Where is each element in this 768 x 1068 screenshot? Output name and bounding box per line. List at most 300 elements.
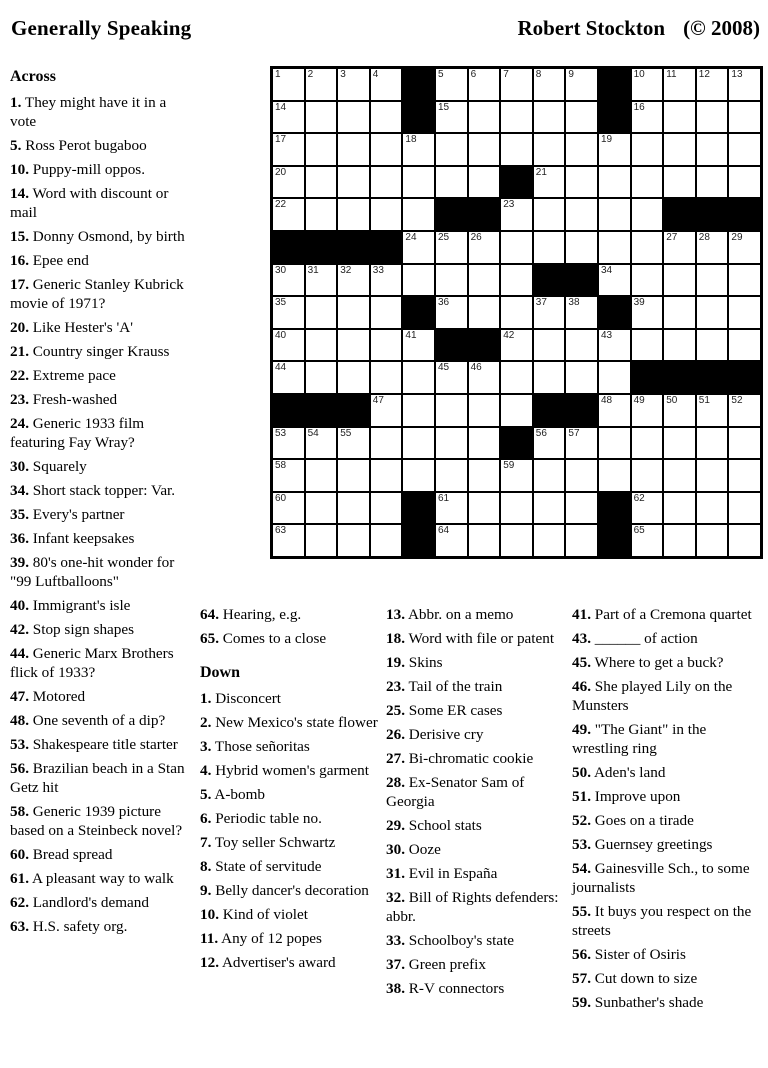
grid-cell[interactable] — [273, 69, 304, 100]
grid-cell[interactable] — [338, 134, 369, 165]
clue-text: Abbr. on a memo — [407, 606, 514, 623]
grid-cell[interactable] — [697, 395, 728, 426]
grid-cell[interactable] — [664, 395, 695, 426]
clue-number: 30. — [386, 841, 405, 858]
grid-cell[interactable] — [501, 525, 532, 556]
grid-cell-black — [403, 297, 434, 328]
grid-cell[interactable] — [534, 525, 565, 556]
grid-cell[interactable] — [664, 102, 695, 133]
grid-cell[interactable] — [599, 167, 630, 198]
grid-cell[interactable] — [273, 265, 304, 296]
grid-cell[interactable] — [566, 102, 597, 133]
grid-cell[interactable] — [469, 493, 500, 524]
grid-cell-black — [371, 232, 402, 263]
grid-cell[interactable] — [469, 232, 500, 263]
cell-number: 63 — [275, 525, 287, 537]
clue-number: 23. — [10, 391, 29, 408]
grid-cell[interactable] — [436, 134, 467, 165]
grid-cell[interactable] — [632, 493, 663, 524]
grid-cell[interactable] — [729, 102, 760, 133]
grid-cell[interactable] — [371, 69, 402, 100]
grid-cell[interactable] — [306, 199, 337, 230]
grid-cell[interactable] — [729, 232, 760, 263]
grid-cell[interactable] — [697, 428, 728, 459]
grid-cell[interactable] — [469, 460, 500, 491]
grid-cell[interactable] — [436, 297, 467, 328]
grid-cell[interactable] — [273, 297, 304, 328]
clue-down-7 — [200, 833, 378, 852]
clue-down-49 — [572, 720, 764, 758]
clue-down-33 — [386, 931, 566, 950]
clue-number: 28. — [386, 774, 405, 791]
grid-cell[interactable] — [338, 493, 369, 524]
grid-cell[interactable] — [469, 428, 500, 459]
clue-number: 40. — [10, 597, 29, 614]
grid-cell[interactable] — [338, 460, 369, 491]
clue-across-35 — [10, 505, 196, 524]
grid-cell[interactable] — [664, 232, 695, 263]
clue-text: Ex-Senator Sam of Georgia — [386, 774, 525, 810]
clue-text: School stats — [408, 817, 482, 834]
clue-text: Disconcert — [215, 690, 281, 707]
clue-across-63 — [10, 917, 196, 936]
grid-cell[interactable] — [566, 297, 597, 328]
grid-cell-black — [403, 69, 434, 100]
grid-cell[interactable] — [371, 428, 402, 459]
grid-cell[interactable] — [566, 362, 597, 393]
grid-cell[interactable] — [338, 265, 369, 296]
grid-cell[interactable] — [729, 167, 760, 198]
cell-number: 40 — [275, 329, 287, 341]
clue-down-56 — [572, 945, 764, 964]
grid-cell-black — [599, 69, 630, 100]
clue-number: 9. — [200, 882, 212, 899]
grid-cell[interactable] — [306, 297, 337, 328]
grid-cell[interactable] — [436, 265, 467, 296]
grid-cell[interactable] — [469, 69, 500, 100]
clue-text: Skins — [408, 654, 443, 671]
clue-down-37 — [386, 955, 566, 974]
clue-text: Part of a Cremona quartet — [594, 606, 752, 623]
grid-cell[interactable] — [371, 265, 402, 296]
clue-across-39 — [10, 553, 196, 591]
grid-cell[interactable] — [534, 69, 565, 100]
clue-number: 10. — [200, 906, 219, 923]
grid-cell[interactable] — [566, 69, 597, 100]
grid-cell[interactable] — [371, 134, 402, 165]
clue-down-29 — [386, 816, 566, 835]
clue-text: Extreme pace — [32, 367, 116, 384]
grid-cell[interactable] — [371, 199, 402, 230]
grid-cell[interactable] — [436, 167, 467, 198]
cell-number: 46 — [470, 362, 482, 374]
clue-number: 36. — [10, 530, 29, 547]
clue-number: 52. — [572, 812, 591, 829]
grid-cell[interactable] — [664, 525, 695, 556]
grid-cell[interactable] — [534, 330, 565, 361]
grid-cell[interactable] — [436, 362, 467, 393]
cell-number: 65 — [633, 525, 645, 537]
grid-cell[interactable] — [729, 525, 760, 556]
grid-cell[interactable] — [469, 265, 500, 296]
grid-cell[interactable] — [338, 102, 369, 133]
grid-cell[interactable] — [436, 493, 467, 524]
clue-number: 19. — [386, 654, 405, 671]
grid-cell[interactable] — [566, 493, 597, 524]
grid-cell[interactable] — [697, 265, 728, 296]
grid-cell[interactable] — [729, 460, 760, 491]
grid-cell[interactable] — [403, 232, 434, 263]
clue-text: Word with discount or mail — [10, 185, 169, 221]
grid-cell[interactable] — [306, 428, 337, 459]
clue-across-40 — [10, 596, 196, 615]
grid-cell[interactable] — [534, 167, 565, 198]
grid-cell[interactable] — [729, 69, 760, 100]
cell-number: 10 — [633, 69, 645, 80]
grid-cell[interactable] — [566, 167, 597, 198]
grid-cell[interactable] — [664, 134, 695, 165]
cell-number: 8 — [535, 69, 542, 80]
grid-cell[interactable] — [306, 493, 337, 524]
clue-text: It buys you respect on the streets — [572, 903, 752, 939]
grid-cell[interactable] — [697, 167, 728, 198]
grid-cell[interactable] — [697, 460, 728, 491]
grid-cell[interactable] — [664, 297, 695, 328]
grid-cell[interactable] — [534, 493, 565, 524]
cell-number: 7 — [503, 69, 509, 80]
grid-cell[interactable] — [632, 134, 663, 165]
grid-cell[interactable] — [338, 428, 369, 459]
grid-cell[interactable] — [697, 232, 728, 263]
grid-cell[interactable] — [566, 330, 597, 361]
grid-cell[interactable] — [632, 395, 663, 426]
grid-cell[interactable] — [534, 134, 565, 165]
grid-cell[interactable] — [273, 330, 304, 361]
cell-number: 56 — [535, 427, 547, 439]
grid-cell[interactable] — [599, 232, 630, 263]
clue-across-48 — [10, 711, 196, 730]
grid-cell[interactable] — [697, 134, 728, 165]
clue-text: Fresh-washed — [32, 391, 118, 408]
cell-number: 51 — [698, 395, 710, 406]
grid-cell[interactable] — [403, 265, 434, 296]
grid-cell[interactable] — [338, 167, 369, 198]
clue-down-11 — [200, 929, 378, 948]
grid-cell[interactable] — [306, 134, 337, 165]
grid-cell[interactable] — [729, 395, 760, 426]
cell-number: 50 — [666, 395, 678, 406]
grid-cell[interactable] — [632, 460, 663, 491]
grid-cell-black — [599, 297, 630, 328]
cell-number: 33 — [372, 264, 384, 276]
grid-cell[interactable] — [273, 493, 304, 524]
grid-cell[interactable] — [273, 460, 304, 491]
grid-cell[interactable] — [632, 330, 663, 361]
grid-cell[interactable] — [338, 69, 369, 100]
clue-down-26 — [386, 725, 566, 744]
cell-number: 54 — [307, 427, 319, 439]
clue-across-56 — [10, 759, 196, 797]
grid-cell[interactable] — [436, 428, 467, 459]
grid-cell[interactable] — [729, 134, 760, 165]
grid-cell[interactable] — [501, 297, 532, 328]
grid-cell[interactable] — [599, 330, 630, 361]
grid-cell[interactable] — [501, 69, 532, 100]
grid-cell[interactable] — [664, 493, 695, 524]
grid-cell[interactable] — [664, 428, 695, 459]
grid-cell[interactable] — [632, 69, 663, 100]
clue-text: Toy seller Schwartz — [214, 834, 336, 851]
grid-cell-black — [403, 102, 434, 133]
grid-cell[interactable] — [403, 199, 434, 230]
clue-text: Any of 12 popes — [221, 930, 322, 947]
grid-cell[interactable] — [566, 428, 597, 459]
cell-number: 41 — [405, 329, 417, 341]
grid-cell[interactable] — [371, 493, 402, 524]
grid-cell[interactable] — [501, 232, 532, 263]
grid-cell[interactable] — [306, 69, 337, 100]
grid-cell[interactable] — [306, 330, 337, 361]
clue-across-16 — [10, 251, 196, 270]
grid-cell[interactable] — [632, 232, 663, 263]
clue-across-5 — [10, 136, 196, 155]
grid-cell[interactable] — [436, 525, 467, 556]
grid-cell[interactable] — [632, 428, 663, 459]
clue-text: Immigrant's isle — [32, 597, 131, 614]
grid-cell[interactable] — [534, 102, 565, 133]
grid-cell[interactable] — [632, 102, 663, 133]
cell-number: 11 — [666, 69, 677, 80]
grid-cell[interactable] — [306, 362, 337, 393]
grid-cell[interactable] — [371, 362, 402, 393]
grid-cell[interactable] — [501, 199, 532, 230]
grid-cell[interactable] — [371, 297, 402, 328]
clue-down-30 — [386, 840, 566, 859]
grid-cell[interactable] — [664, 265, 695, 296]
clue-number: 3. — [200, 738, 212, 755]
grid-cell[interactable] — [306, 525, 337, 556]
clue-text: Generic 1933 film featuring Fay Wray? — [10, 415, 145, 451]
grid-cell[interactable] — [403, 362, 434, 393]
grid-cell[interactable] — [632, 167, 663, 198]
grid-cell[interactable] — [306, 460, 337, 491]
grid-cell[interactable] — [697, 102, 728, 133]
grid-cell[interactable] — [403, 395, 434, 426]
clue-text: Sunbather's shade — [594, 994, 704, 1011]
clue-text: Donny Osmond, by birth — [32, 228, 185, 245]
cell-number: 49 — [633, 395, 645, 406]
grid-cell[interactable] — [697, 69, 728, 100]
grid-cell[interactable] — [632, 525, 663, 556]
grid-cell[interactable] — [632, 265, 663, 296]
clue-text: Hearing, e.g. — [222, 606, 302, 623]
clue-across-14 — [10, 184, 196, 222]
clue-text: One seventh of a dip? — [32, 712, 166, 729]
clue-down-38 — [386, 979, 566, 998]
grid-cell[interactable] — [729, 493, 760, 524]
grid-cell[interactable] — [469, 134, 500, 165]
grid-cell[interactable] — [469, 102, 500, 133]
grid-cell[interactable] — [306, 102, 337, 133]
clue-down-19 — [386, 653, 566, 672]
grid-cell[interactable] — [566, 460, 597, 491]
cell-number: 48 — [601, 395, 613, 406]
cell-number: 57 — [568, 427, 580, 439]
cell-number: 18 — [405, 134, 417, 146]
clue-across-65 — [200, 629, 378, 648]
grid-cell[interactable] — [436, 69, 467, 100]
grid-cell[interactable] — [729, 330, 760, 361]
grid-cell[interactable] — [371, 102, 402, 133]
grid-cell[interactable] — [534, 428, 565, 459]
grid-cell[interactable] — [501, 265, 532, 296]
grid-cell[interactable] — [501, 102, 532, 133]
grid-cell[interactable] — [697, 493, 728, 524]
cell-number: 42 — [503, 329, 515, 341]
grid-cell[interactable] — [566, 199, 597, 230]
grid-cell[interactable] — [599, 265, 630, 296]
clue-text: They might have it in a vote — [10, 94, 167, 130]
clue-text: Derisive cry — [408, 726, 484, 743]
clue-number: 16. — [10, 252, 29, 269]
grid-cell[interactable] — [729, 428, 760, 459]
grid-cell[interactable] — [469, 167, 500, 198]
grid-cell[interactable] — [273, 525, 304, 556]
grid-cell[interactable] — [501, 460, 532, 491]
grid-cell[interactable] — [306, 167, 337, 198]
grid-cell[interactable] — [371, 395, 402, 426]
cell-number: 26 — [470, 232, 482, 243]
grid-cell[interactable] — [338, 362, 369, 393]
grid-cell[interactable] — [599, 428, 630, 459]
grid-cell[interactable] — [273, 362, 304, 393]
clue-number: 37. — [386, 956, 405, 973]
grid-cell[interactable] — [403, 134, 434, 165]
grid-cell[interactable] — [664, 330, 695, 361]
clue-across-44 — [10, 644, 196, 682]
grid-cell[interactable] — [566, 134, 597, 165]
clue-text: Bill of Rights defenders: abbr. — [386, 889, 559, 925]
grid-cell-black — [403, 525, 434, 556]
grid-cell[interactable] — [436, 460, 467, 491]
grid-cell[interactable] — [436, 232, 467, 263]
clue-text: Guernsey greetings — [594, 836, 713, 853]
grid-cell[interactable] — [697, 525, 728, 556]
grid-cell[interactable] — [729, 297, 760, 328]
grid-cell[interactable] — [501, 362, 532, 393]
cell-number: 43 — [601, 329, 613, 341]
grid-cell[interactable] — [534, 232, 565, 263]
clue-across-47 — [10, 687, 196, 706]
grid-cell[interactable] — [436, 102, 467, 133]
grid-cell[interactable] — [501, 493, 532, 524]
grid-cell[interactable] — [664, 69, 695, 100]
grid-cell[interactable] — [273, 167, 304, 198]
grid-cell[interactable] — [501, 330, 532, 361]
grid-cell[interactable] — [469, 395, 500, 426]
grid-cell[interactable] — [273, 199, 304, 230]
grid-cell[interactable] — [403, 460, 434, 491]
grid-cell[interactable] — [534, 362, 565, 393]
grid-cell[interactable] — [371, 330, 402, 361]
grid-cell[interactable] — [599, 362, 630, 393]
clue-number: 65. — [200, 630, 219, 647]
grid-cell[interactable] — [338, 525, 369, 556]
cell-number: 6 — [470, 69, 477, 80]
grid-cell[interactable] — [436, 395, 467, 426]
grid-cell[interactable] — [632, 199, 663, 230]
grid-cell-black — [729, 362, 760, 393]
grid-cell[interactable] — [403, 330, 434, 361]
clue-down-9 — [200, 881, 378, 900]
grid-cell-black — [599, 493, 630, 524]
clue-number: 49. — [572, 721, 591, 738]
grid-cell[interactable] — [534, 297, 565, 328]
grid-cell[interactable] — [599, 460, 630, 491]
clue-down-31 — [386, 864, 566, 883]
grid-cell[interactable] — [501, 134, 532, 165]
grid-cell[interactable] — [371, 460, 402, 491]
grid-cell[interactable] — [338, 330, 369, 361]
clue-down-43 — [572, 629, 764, 648]
grid-cell[interactable] — [599, 134, 630, 165]
grid-cell[interactable] — [599, 199, 630, 230]
grid-cell[interactable] — [469, 297, 500, 328]
clue-text: Country singer Krauss — [32, 343, 170, 360]
grid-cell[interactable] — [273, 134, 304, 165]
clue-down-5 — [200, 785, 378, 804]
clue-number: 13. — [386, 606, 405, 623]
clue-across-64 — [200, 605, 378, 624]
clue-down-53 — [572, 835, 764, 854]
grid-cell[interactable] — [501, 395, 532, 426]
grid-cell[interactable] — [403, 167, 434, 198]
clue-across-61 — [10, 869, 196, 888]
grid-cell[interactable] — [566, 525, 597, 556]
grid-cell[interactable] — [469, 362, 500, 393]
puzzle-copyright: (© 2008) — [683, 16, 760, 40]
grid-cell[interactable] — [664, 167, 695, 198]
grid-cell[interactable] — [469, 525, 500, 556]
grid-cell[interactable] — [534, 199, 565, 230]
clue-text: Advertiser's award — [221, 954, 336, 971]
clue-number: 38. — [386, 980, 405, 997]
grid-cell[interactable] — [403, 428, 434, 459]
grid-cell[interactable] — [664, 460, 695, 491]
grid-cell[interactable] — [306, 265, 337, 296]
grid-cell[interactable] — [338, 297, 369, 328]
clue-number: 22. — [10, 367, 29, 384]
cell-number: 39 — [633, 297, 645, 309]
grid-cell[interactable] — [566, 232, 597, 263]
grid-cell[interactable] — [338, 199, 369, 230]
grid-cell[interactable] — [697, 330, 728, 361]
clue-down-1 — [200, 689, 378, 708]
cell-number: 61 — [438, 492, 450, 504]
grid-cell[interactable] — [371, 167, 402, 198]
grid-cell[interactable] — [632, 297, 663, 328]
grid-cell[interactable] — [697, 297, 728, 328]
clue-text: Hybrid women's garment — [215, 762, 369, 779]
grid-cell[interactable] — [273, 102, 304, 133]
grid-cell[interactable] — [534, 460, 565, 491]
clue-number: 56. — [10, 760, 29, 777]
cell-number: 4 — [372, 69, 379, 80]
grid-cell[interactable] — [273, 428, 304, 459]
grid-cell[interactable] — [729, 265, 760, 296]
grid-cell[interactable] — [371, 525, 402, 556]
grid-cell[interactable] — [599, 395, 630, 426]
